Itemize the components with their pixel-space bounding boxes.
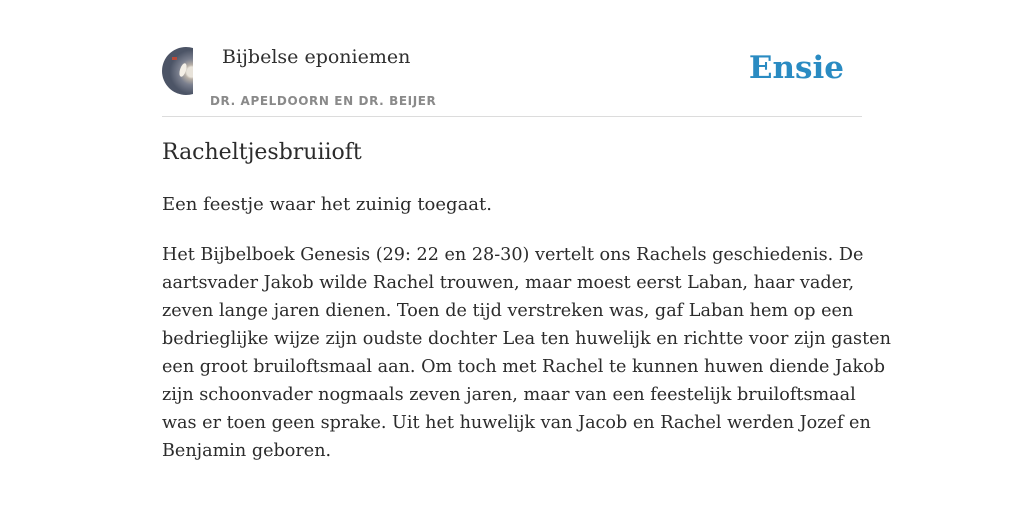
body-line: Het Bijbelboek Genesis (29: 22 en 28-30) vertelt ons Rachels geschiedenis. De [162, 245, 864, 265]
book-cover-icon[interactable] [162, 47, 193, 95]
entry-summary: Een feestje waar het zuinig toegaat. [162, 194, 492, 215]
book-cover-image [162, 47, 193, 95]
body-line: aartsvader Jakob wilde Rachel trouwen, maar moest eerst Laban, haar vader, [162, 273, 855, 293]
cover-accent-mark [172, 57, 177, 60]
body-line: was er toen geen sprake. Uit het huwelijk van Jacob en Rachel werden Jozef en [162, 413, 871, 433]
body-line: Benjamin geboren. [162, 441, 332, 461]
entry-header [162, 0, 862, 117]
body-line: een groot bruiloftsmaal aan. Om toch met Rachel te kunnen huwen diende Jakob [162, 357, 886, 377]
brand-logo[interactable]: Ensie [748, 50, 844, 86]
entry-title: Racheltjesbruiioft [162, 140, 362, 165]
body-line: bedrieglijke wijze zijn oudste dochter Lea ten huwelijk en richtte voor zijn gasten [162, 329, 891, 349]
body-line: zijn schoonvader nogmaals zeven jaren, maar van een feestelijk bruiloftsmaal [162, 385, 856, 405]
book-title[interactable]: Bijbelse eponiemen [222, 46, 411, 68]
entry-body [162, 241, 891, 465]
book-authors: DR. APELDOORN EN DR. BEIJER [210, 94, 437, 108]
body-line: zeven lange jaren dienen. Toen de tijd verstreken was, gaf Laban hem op een [162, 301, 854, 321]
entry-card [162, 0, 891, 461]
